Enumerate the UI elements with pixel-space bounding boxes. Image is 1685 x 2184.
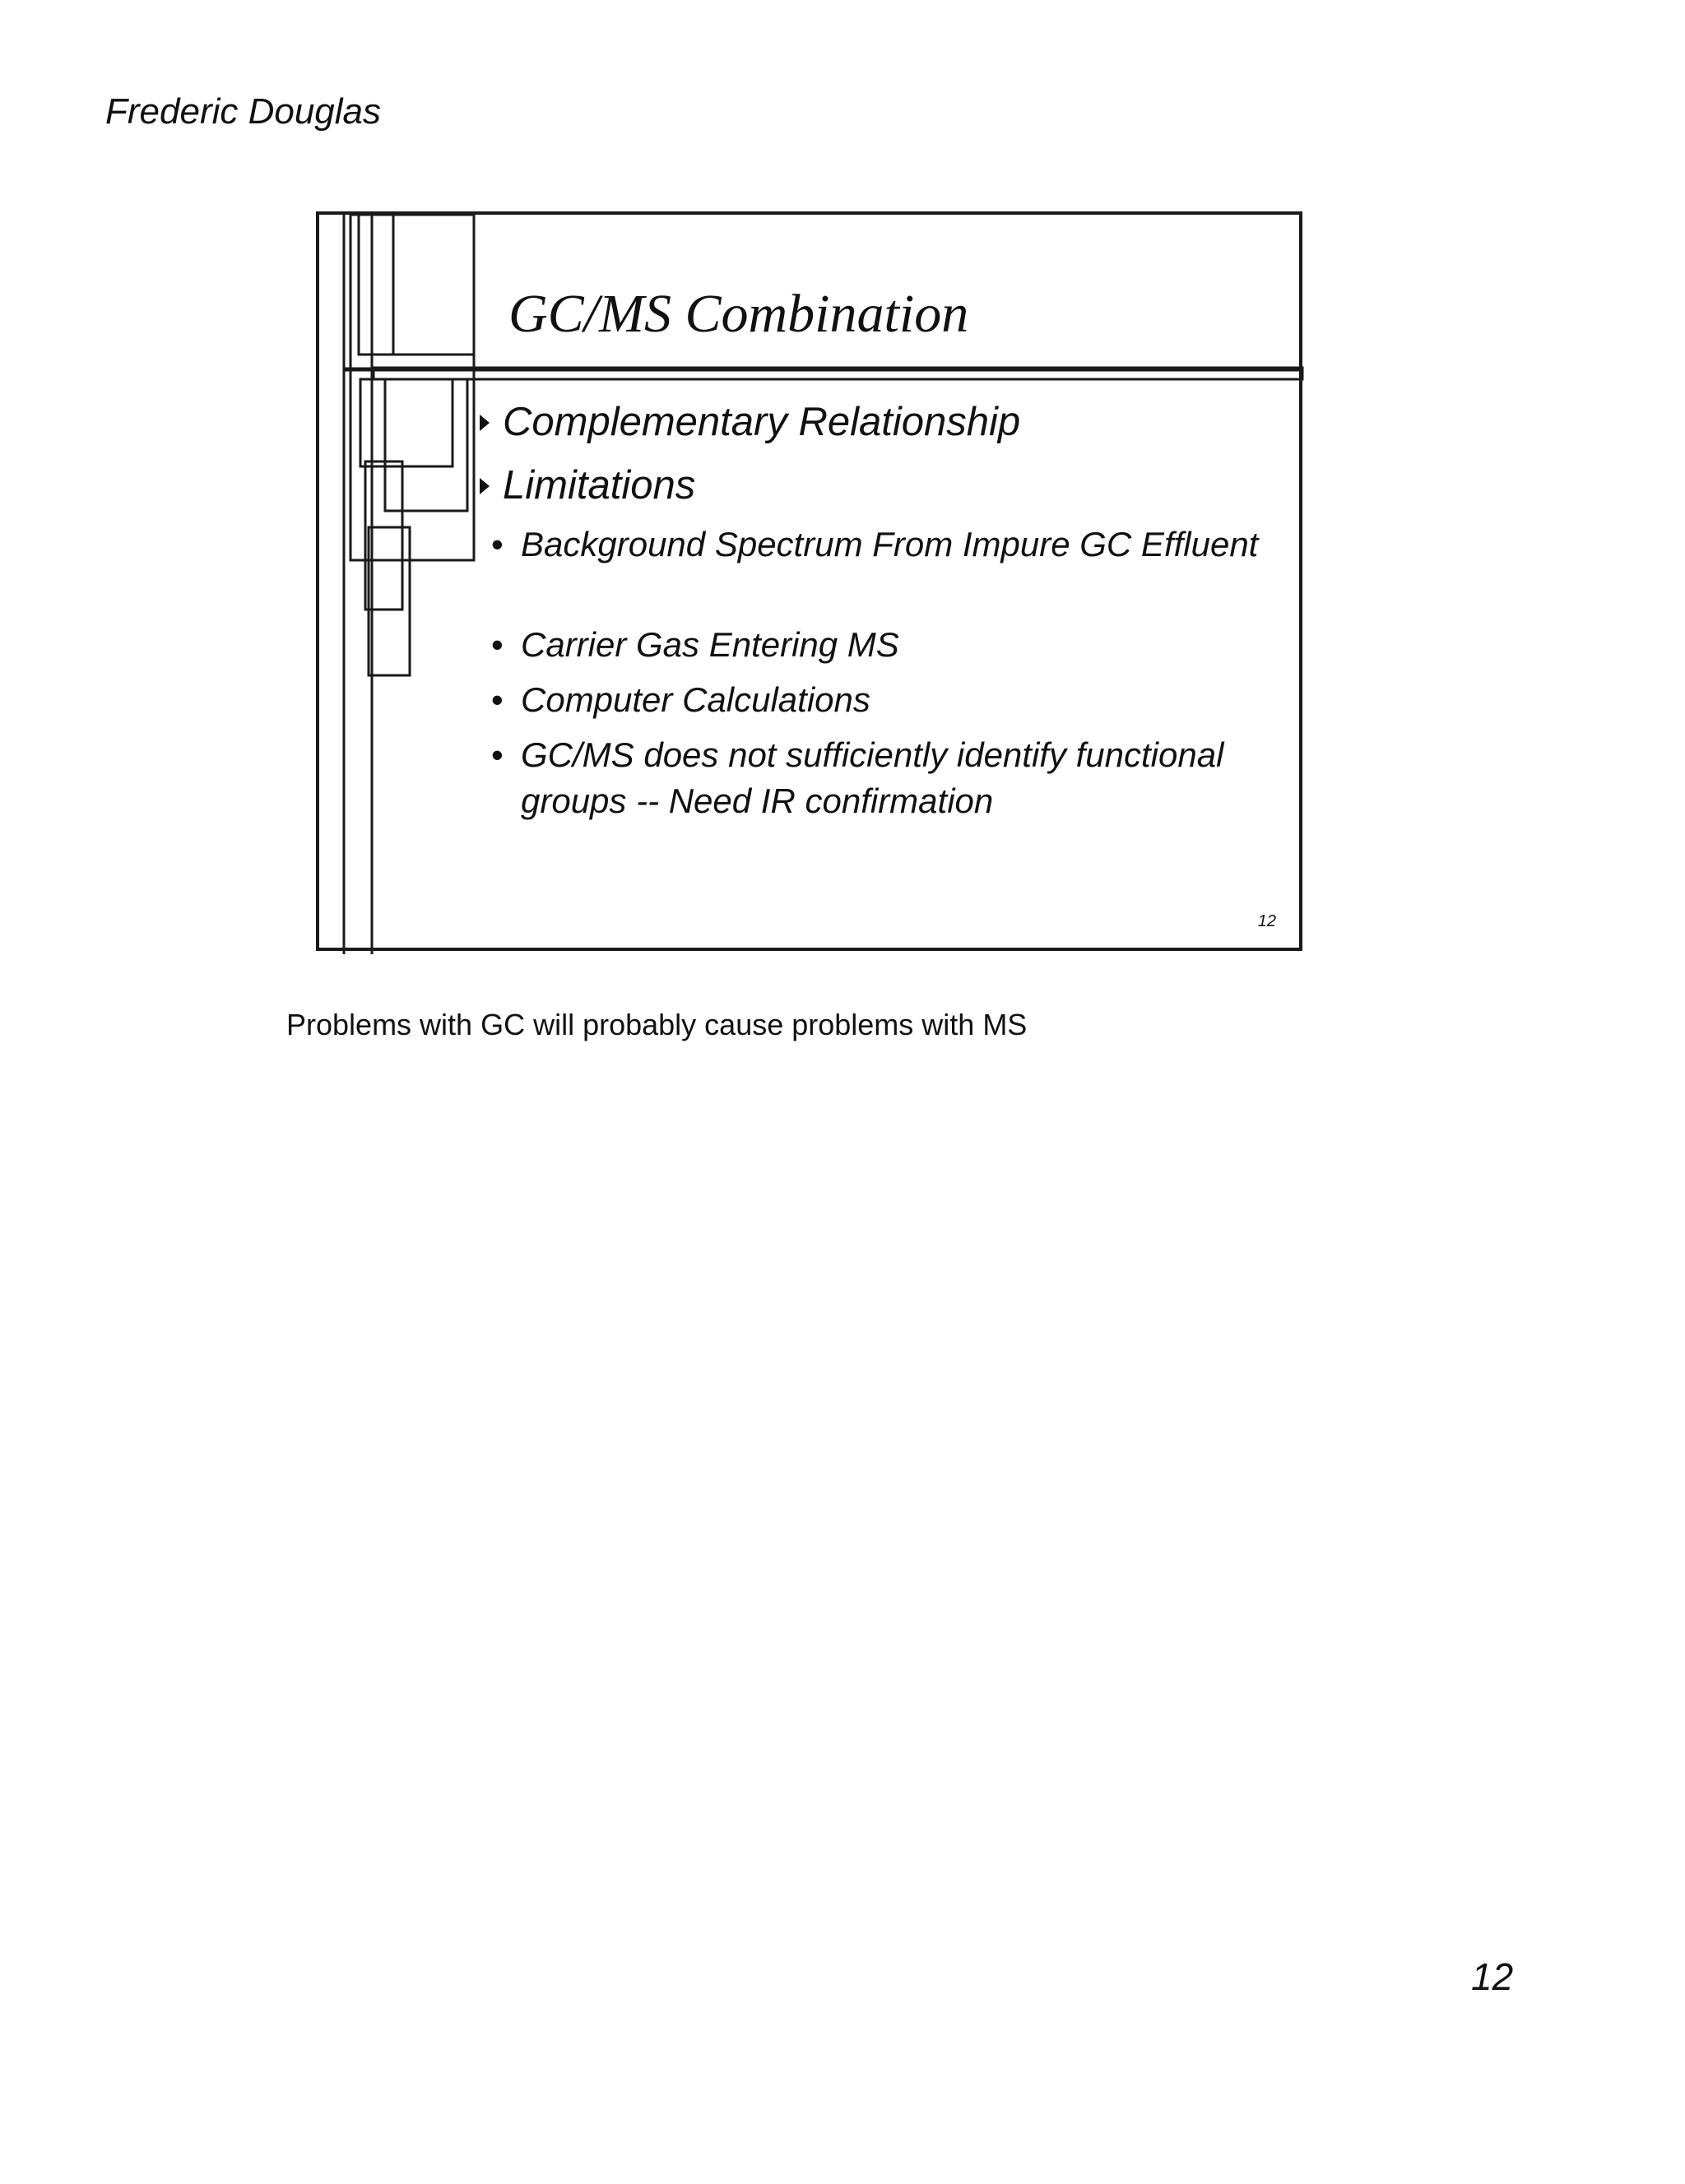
deco-rect-top [359,215,474,355]
slide-sub-point [491,732,1237,824]
slide-sub-point [491,622,1261,668]
slide-sub-point-text: GC/MS does not sufficiently identify functional groups -- Need IR confirmation [521,735,1224,820]
slide-title: GC/MS Combination [508,284,969,344]
page-number: 12 [1471,1955,1514,1998]
bullet-dot-icon: • [491,525,504,563]
deco-rect-mid-inner [360,379,453,466]
slide-frame [316,211,1302,951]
slide-sub-point-text: Background Spectrum From Impure GC Effluent [521,525,1259,563]
slide-sub-point-text: Carrier Gas Entering MS [521,625,899,664]
deco-rect-top-inner [393,215,474,355]
slide-point-text: Limitations [503,463,696,508]
bullet-dot-icon: • [491,735,504,774]
slide-number: 12 [1257,912,1276,930]
slide-note: Problems with GC will probably cause problems with MS [286,1008,1028,1041]
slide-point [480,402,1020,443]
deco-rect-mid [385,379,467,511]
triangle-right-icon [480,415,490,431]
slide-point [480,463,696,508]
deco-rect-tall [350,215,474,560]
slide-sub-point-text: Computer Calculations [521,680,870,719]
author-name: Frederic Douglas [105,91,382,132]
triangle-right-icon [480,478,490,494]
slide-point-text: Complementary Relationship [503,400,1021,444]
bullet-dot-icon: • [491,625,504,664]
bullet-dot-icon: • [491,680,504,719]
slide-sub-point [491,677,1261,723]
slide-sub-point [491,522,1261,568]
